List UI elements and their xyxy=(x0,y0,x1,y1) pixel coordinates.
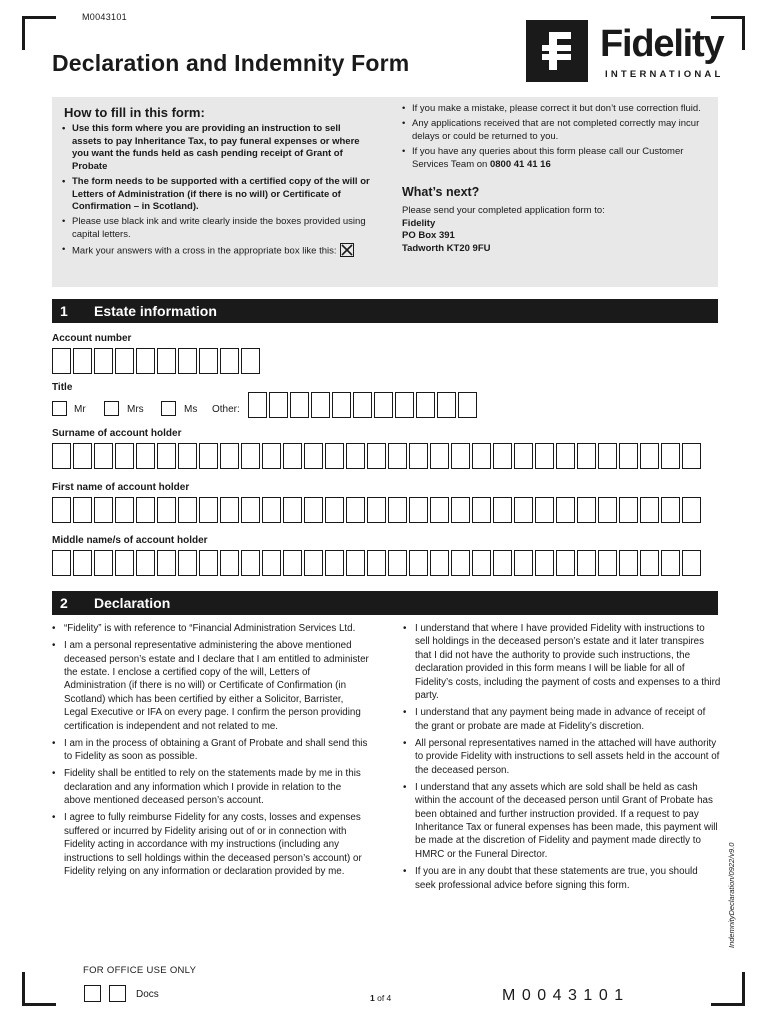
character-box[interactable] xyxy=(409,443,428,469)
address-line: PO Box 391 xyxy=(402,230,455,242)
title-other-label: Other: xyxy=(212,404,240,415)
character-box[interactable] xyxy=(514,550,533,576)
character-box[interactable] xyxy=(94,550,113,576)
character-box[interactable] xyxy=(304,443,323,469)
character-box[interactable] xyxy=(661,550,680,576)
instruction-item-text: If you have any queries about this form please call our Customer Services Team on xyxy=(412,145,684,170)
declaration-item: • All personal representatives named in the attached will have authority to provide Fidelity with instructions to sell assets held in the account of the deceased person. xyxy=(403,737,721,777)
character-box[interactable] xyxy=(395,392,414,418)
character-box[interactable] xyxy=(52,348,71,374)
character-box[interactable] xyxy=(283,443,302,469)
character-box[interactable] xyxy=(535,443,554,469)
character-box[interactable] xyxy=(73,348,92,374)
middle-name-label: Middle name/s of account holder xyxy=(52,535,208,546)
character-box[interactable] xyxy=(388,550,407,576)
character-box[interactable] xyxy=(52,550,71,576)
character-box[interactable] xyxy=(325,443,344,469)
declaration-item: • I understand that any assets which are sold shall be held as cash within the account of the deceased person until Grant of Probate has been obtained and further instruction provided. If a request to pay Inheritance Tax or funeral expenses has been made, this payment will be made at the discretion of Fidelity and payment made directly to HMRC or the Funeral Director. xyxy=(403,781,721,861)
character-box[interactable] xyxy=(157,443,176,469)
title-other-input[interactable] xyxy=(248,392,479,418)
character-box[interactable] xyxy=(220,550,239,576)
character-box[interactable] xyxy=(577,550,596,576)
instructions-panel xyxy=(52,97,718,287)
character-box[interactable] xyxy=(472,497,491,523)
character-box[interactable] xyxy=(136,497,155,523)
section-number: 2 xyxy=(60,595,68,611)
character-box[interactable] xyxy=(262,497,281,523)
character-box[interactable] xyxy=(94,348,113,374)
middle-name-input[interactable] xyxy=(52,550,703,576)
corner-mark-bottom-right xyxy=(742,972,745,1006)
title-ms-checkbox[interactable] xyxy=(161,401,176,416)
form-reference-code-footer: M0043101 xyxy=(502,987,630,1004)
customer-services-phone: 0800 41 41 16 xyxy=(489,158,551,170)
corner-mark-bottom-left xyxy=(22,1003,56,1006)
whats-next-text: Please send your completed application form to: xyxy=(402,205,605,217)
character-box[interactable] xyxy=(640,443,659,469)
character-box[interactable] xyxy=(199,550,218,576)
character-box[interactable] xyxy=(367,443,386,469)
character-box[interactable] xyxy=(437,392,456,418)
form-reference-code: M0043101 xyxy=(82,12,127,22)
character-box[interactable] xyxy=(52,497,71,523)
section-number: 1 xyxy=(60,303,68,319)
character-box[interactable] xyxy=(136,550,155,576)
first-name-input[interactable] xyxy=(52,497,703,523)
page-title: Declaration and Indemnity Form xyxy=(52,50,410,76)
character-box[interactable] xyxy=(115,348,134,374)
character-box[interactable] xyxy=(493,497,512,523)
character-box[interactable] xyxy=(556,443,575,469)
declaration-item: • I am in the process of obtaining a Grant of Probate and shall send this to Fidelity as soon as possible. xyxy=(52,737,370,764)
character-box[interactable] xyxy=(262,443,281,469)
cross-example-icon xyxy=(340,243,354,257)
character-box[interactable] xyxy=(136,443,155,469)
character-box[interactable] xyxy=(409,497,428,523)
declaration-item: • I agree to fully reimburse Fidelity for any costs, losses and expenses suffered or incurred by Fidelity arising out of or in connection with Fidelity acting in accordance with my instructions (including any instructions to sell holdings within the deceased person’s account) or Fidelity relying on any information or declaration provided by me. xyxy=(52,811,370,878)
title-mr-label: Mr xyxy=(74,404,86,415)
corner-mark-bottom-right xyxy=(711,1003,745,1006)
character-box[interactable] xyxy=(661,497,680,523)
section-header-declaration xyxy=(52,591,718,615)
character-box[interactable] xyxy=(451,550,470,576)
instruction-item: • Any applications received that are not completed correctly may incur delays or could be returned to you. xyxy=(402,118,707,143)
character-box[interactable] xyxy=(115,497,134,523)
title-ms-label: Ms xyxy=(184,404,198,415)
character-box[interactable] xyxy=(269,392,288,418)
character-box[interactable] xyxy=(409,550,428,576)
character-box[interactable] xyxy=(248,392,267,418)
character-box[interactable] xyxy=(178,550,197,576)
character-box[interactable] xyxy=(640,550,659,576)
surname-input[interactable] xyxy=(52,443,703,469)
first-name-label: First name of account holder xyxy=(52,482,190,493)
character-box[interactable] xyxy=(430,497,449,523)
character-box[interactable] xyxy=(619,550,638,576)
instructions-title: How to fill in this form: xyxy=(64,105,205,120)
page-current: 1 xyxy=(370,993,375,1003)
declaration-item: • If you are in any doubt that these statements are true, you should seek professional advice before signing this form. xyxy=(403,865,721,892)
character-box[interactable] xyxy=(367,550,386,576)
character-box[interactable] xyxy=(178,497,197,523)
character-box[interactable] xyxy=(220,497,239,523)
character-box[interactable] xyxy=(94,443,113,469)
character-box[interactable] xyxy=(493,550,512,576)
declaration-item: • I am a personal representative administering the above mentioned deceased person’s estate and I declare that I am entitled to administer the estate. I enclose a certified copy of the will, Letters of Administration (if there is no will) or Certificate of Confirmation (in Scotland) which has been certified by either a Solicitor, Barrister, Legal Executive or IFA on every page. I confirm the person providing certification is independent and not related to me. xyxy=(52,639,370,733)
corner-mark-bottom-left xyxy=(22,972,25,1006)
character-box[interactable] xyxy=(94,497,113,523)
corner-mark-top-left xyxy=(22,16,25,50)
character-box[interactable] xyxy=(556,497,575,523)
character-box[interactable] xyxy=(157,348,176,374)
character-box[interactable] xyxy=(325,550,344,576)
character-box[interactable] xyxy=(598,550,617,576)
section-title: Declaration xyxy=(94,595,171,611)
character-box[interactable] xyxy=(178,348,197,374)
instructions-right-column xyxy=(402,103,707,256)
character-box[interactable] xyxy=(304,550,323,576)
character-box[interactable] xyxy=(388,497,407,523)
instruction-item-text: Mark your answers with a cross in the appropriate box like this: xyxy=(72,245,337,257)
character-box[interactable] xyxy=(136,348,155,374)
account-number-label: Account number xyxy=(52,333,132,344)
instruction-item: • Please use black ink and write clearly inside the boxes provided using capital letters. xyxy=(62,216,372,241)
declaration-item: • I understand that where I have provided Fidelity with instructions to sell holdings in the deceased person’s estate and it later transpires that I did not have the authority to provide such instructions, the declaration provided in this form means I will be liable for all of Fidelity’s costs, including the payment of costs and expenses to a third party. xyxy=(403,622,721,702)
character-box[interactable] xyxy=(241,443,260,469)
declaration-right-column xyxy=(403,622,721,896)
character-box[interactable] xyxy=(73,443,92,469)
page-number xyxy=(370,993,391,1003)
character-box[interactable] xyxy=(661,443,680,469)
surname-label: Surname of account holder xyxy=(52,428,182,439)
character-box[interactable] xyxy=(220,443,239,469)
section-title: Estate information xyxy=(94,303,217,319)
declaration-item: • “Fidelity” is with reference to “Financial Administration Services Ltd. xyxy=(52,622,370,635)
character-box[interactable] xyxy=(241,550,260,576)
character-box[interactable] xyxy=(220,348,239,374)
character-box[interactable] xyxy=(262,550,281,576)
character-box[interactable] xyxy=(157,497,176,523)
character-box[interactable] xyxy=(451,497,470,523)
character-box[interactable] xyxy=(640,497,659,523)
character-box[interactable] xyxy=(178,443,197,469)
office-use-checkbox[interactable] xyxy=(84,985,101,1002)
character-box[interactable] xyxy=(388,443,407,469)
character-box[interactable] xyxy=(199,497,218,523)
character-box[interactable] xyxy=(346,497,365,523)
title-mrs-checkbox[interactable] xyxy=(104,401,119,416)
character-box[interactable] xyxy=(514,497,533,523)
character-box[interactable] xyxy=(199,443,218,469)
character-box[interactable] xyxy=(682,497,701,523)
title-mrs-label: Mrs xyxy=(127,404,144,415)
logo-subtitle: INTERNATIONAL xyxy=(605,69,724,80)
character-box[interactable] xyxy=(577,443,596,469)
character-box[interactable] xyxy=(73,497,92,523)
character-box[interactable] xyxy=(367,497,386,523)
form-version-reference: IndemnityDeclaration/0922/v9.0 xyxy=(727,842,736,948)
character-box[interactable] xyxy=(493,443,512,469)
character-box[interactable] xyxy=(52,443,71,469)
instruction-item: • If you make a mistake, please correct it but don’t use correction fluid. xyxy=(402,103,707,116)
character-box[interactable] xyxy=(73,550,92,576)
instruction-item: • Use this form where you are providing an instruction to sell assets to pay Inheritance Tax, to pay funeral expenses or where you want the funds held as cash pending receipt of Grant of Probate xyxy=(62,123,372,173)
character-box[interactable] xyxy=(514,443,533,469)
character-box[interactable] xyxy=(157,550,176,576)
character-box[interactable] xyxy=(682,443,701,469)
character-box[interactable] xyxy=(199,348,218,374)
character-box[interactable] xyxy=(472,443,491,469)
fidelity-logo xyxy=(526,20,726,82)
title-mr-checkbox[interactable] xyxy=(52,401,67,416)
character-box[interactable] xyxy=(619,497,638,523)
character-box[interactable] xyxy=(353,392,372,418)
character-box[interactable] xyxy=(304,497,323,523)
character-box[interactable] xyxy=(598,443,617,469)
account-number-input[interactable] xyxy=(52,348,262,374)
corner-mark-top-right xyxy=(742,16,745,50)
logo-wordmark: Fidelity xyxy=(600,23,724,65)
character-box[interactable] xyxy=(535,550,554,576)
title-label: Title xyxy=(52,382,73,393)
character-box[interactable] xyxy=(430,550,449,576)
character-box[interactable] xyxy=(374,392,393,418)
character-box[interactable] xyxy=(535,497,554,523)
character-box[interactable] xyxy=(241,497,260,523)
address-line: Fidelity xyxy=(402,217,436,229)
character-box[interactable] xyxy=(416,392,435,418)
character-box[interactable] xyxy=(458,392,477,418)
character-box[interactable] xyxy=(619,443,638,469)
docs-label: Docs xyxy=(136,989,159,1000)
declaration-item: • Fidelity shall be entitled to rely on the statements made by me in this declaration and any information which I provide in relation to the above mentioned deceased person’s account. xyxy=(52,767,370,807)
page-total: of 4 xyxy=(374,993,392,1003)
declaration-item: • I understand that any payment being made in advance of receipt of the grant or probate are made at Fidelity’s discretion. xyxy=(403,706,721,733)
character-box[interactable] xyxy=(682,550,701,576)
character-box[interactable] xyxy=(311,392,330,418)
declaration-left-column xyxy=(52,622,370,882)
character-box[interactable] xyxy=(115,550,134,576)
instructions-left-column xyxy=(62,123,372,261)
character-box[interactable] xyxy=(241,348,260,374)
character-box[interactable] xyxy=(556,550,575,576)
office-use-checkbox[interactable] xyxy=(109,985,126,1002)
character-box[interactable] xyxy=(325,497,344,523)
logo-mark-icon xyxy=(526,20,588,82)
character-box[interactable] xyxy=(472,550,491,576)
character-box[interactable] xyxy=(115,443,134,469)
corner-mark-top-left xyxy=(22,16,56,19)
instruction-item xyxy=(62,244,372,258)
character-box[interactable] xyxy=(290,392,309,418)
instruction-item xyxy=(402,146,707,171)
character-box[interactable] xyxy=(346,550,365,576)
instruction-item: • The form needs to be supported with a certified copy of the will or Letters of Administration (if there is no will) or Certificate of Confirmation – in Scotland). xyxy=(62,176,372,214)
corner-mark-top-right xyxy=(711,16,745,19)
character-box[interactable] xyxy=(430,443,449,469)
character-box[interactable] xyxy=(451,443,470,469)
character-box[interactable] xyxy=(598,497,617,523)
character-box[interactable] xyxy=(283,497,302,523)
office-use-label: FOR OFFICE USE ONLY xyxy=(83,965,197,976)
character-box[interactable] xyxy=(332,392,351,418)
whats-next-title: What’s next? xyxy=(402,185,480,200)
section-header-estate-information xyxy=(52,299,718,323)
character-box[interactable] xyxy=(346,443,365,469)
character-box[interactable] xyxy=(577,497,596,523)
address-line: Tadworth KT20 9FU xyxy=(402,242,491,254)
character-box[interactable] xyxy=(283,550,302,576)
